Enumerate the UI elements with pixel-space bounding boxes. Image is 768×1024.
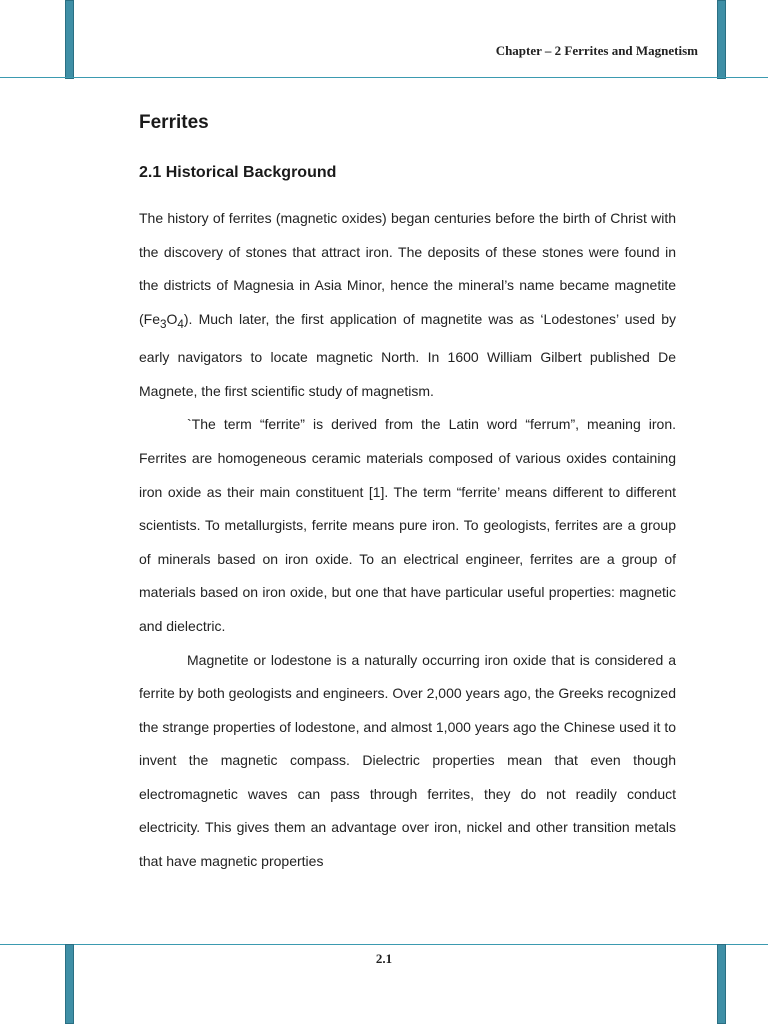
formula-o: O xyxy=(166,310,178,327)
page-number: 2.1 xyxy=(375,951,393,966)
body-text xyxy=(139,202,676,879)
page-title: Ferrites xyxy=(139,112,209,133)
paragraph-1-text-a: The history of ferrites (magnetic oxides) began centuries before the birth of Christ with the discovery of stones that attract iron. The deposits of these stones were found in the districts of Magnesia in Asia Minor, hence the mineral’s name became magnetite ( xyxy=(139,210,676,327)
running-header: Chapter – 2 Ferrites and Magnetism xyxy=(495,43,698,58)
formula-fe: Fe xyxy=(143,310,161,327)
top-left-accent-bar xyxy=(65,0,74,79)
header-rule xyxy=(0,77,768,78)
section-heading: 2.1 Historical Background xyxy=(139,164,337,181)
formula-sub-3: 3 xyxy=(160,317,167,331)
footer-rule xyxy=(0,944,768,945)
formula-sub-4: 4 xyxy=(177,317,184,331)
paragraph-2: `The term “ferrite” is derived from the Latin word “ferrum”, meaning iron. Ferrites are homogeneous ceramic materials composed of various oxides containing iron oxide as their main constituent [1]. The term “ferrite’ means different to different scientists. To metallurgists, ferrite means pure iron. To geologists, ferrites are a group of minerals based on iron oxide. To an electrical engineer, ferrites are a group of materials based on iron oxide, but one that have particular useful properties: magnetic and dielectric. xyxy=(139,416,676,634)
top-right-accent-bar xyxy=(717,0,726,79)
paragraph-1 xyxy=(139,202,676,408)
paragraph-1-text-b: ). Much later, the first application of magnetite was as ‘Lodestones’ used by early navigators to locate magnetic North. In 1600 William Gilbert published De Magnete, the first scientific study of magnetism. xyxy=(139,310,676,399)
paragraph-3: Magnetite or lodestone is a naturally occurring iron oxide that is considered a ferrite by both geologists and engineers. Over 2,000 years ago, the Greeks recognized the strange properties of lodestone, and almost 1,000 years ago the Chinese used it to invent the magnetic compass. Dielectric properties mean that even though electromagnetic waves can pass through ferrites, they do not readily conduct electricity. This gives them an advantage over iron, nickel and other transition metals that have magnetic properties xyxy=(139,651,676,870)
